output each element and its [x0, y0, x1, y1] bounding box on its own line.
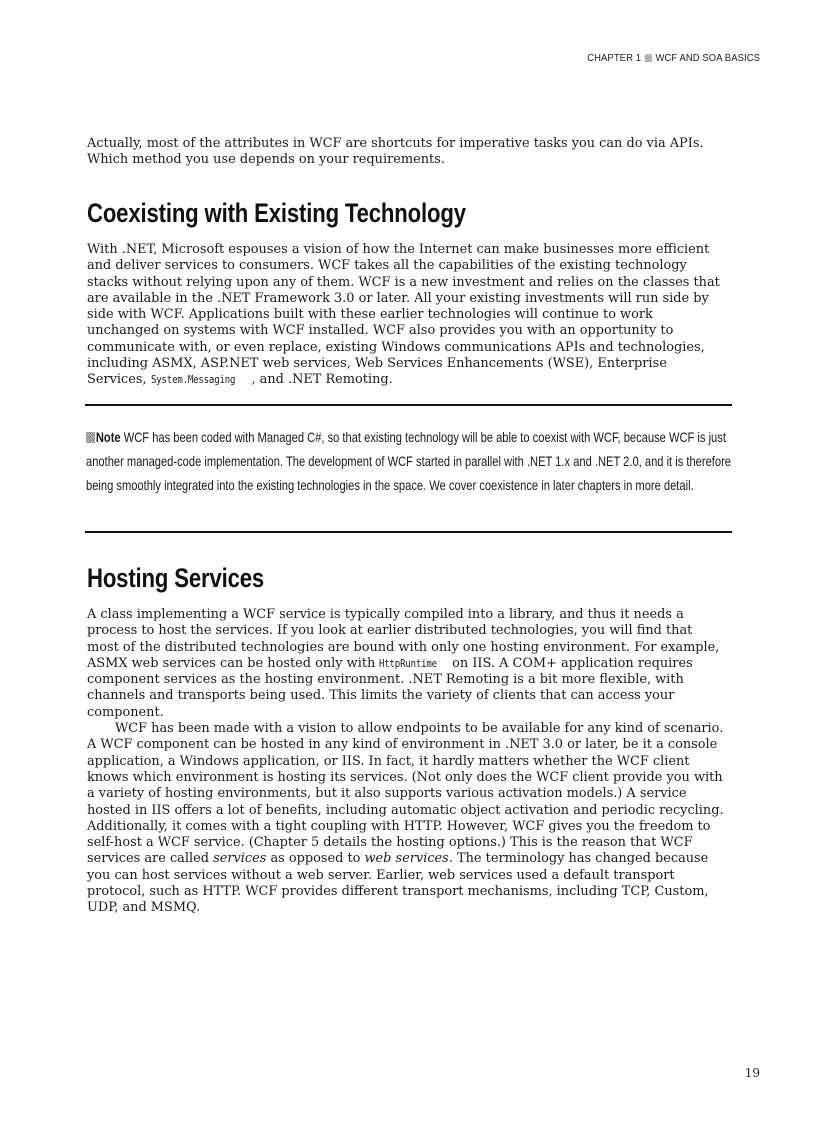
- section-heading-coexisting: Coexisting with Existing Technology: [87, 198, 466, 228]
- intro-paragraph: [87, 136, 727, 169]
- note-text: [86, 426, 734, 498]
- hosting-paragraph-1: A class implementing a WCF service is typically compiled into a library, and thus it needs a process to host the services. If you look at earlier distributed technologies, you will find that most of the distributed technologies are bound with only one hosting environment. For example, ASMX web services can be hosted only with HttpRuntime on IIS. A COM+ application requires component services as the hosting environment. .NET Remoting is a bit more flexible, with channels and transports being used. This limits the variety of clients that can access your component.: [87, 607, 720, 720]
- hosting-paragraphs: [87, 607, 727, 917]
- hosting-paragraph-2: WCF has been made with a vision to allow endpoints to be available for any kind of scenario. A WCF component can be hosted in any kind of environment in .NET 3.0 or later, be it a console application, a Windows application, or IIS. In fact, it hardly matters whether the WCF client knows which environment is hosting its services. (Not only does the WCF client provide you with a variety of hosting environments, but it also supports various activation models.) A service hosted in IIS offers a lot of benefits, including automatic object activation and periodic recycling. Additionally, it comes with a tight coupling with HTTP. However, WCF gives you the freedom to self-host a WCF service. (Chapter 5 details the hosting options.) This is the reason that WCF services are called services as opposed to web services. The terminology has changed because you can host services without a web server. Earlier, web services used a default transport protocol, such as HTTP. WCF provides different transport mechanisms, including TCP, Custom, UDP, and MSMQ.: [87, 721, 724, 916]
- chapter-label: CHAPTER 1: [587, 52, 642, 64]
- gray-box-icon: [645, 54, 652, 62]
- emphasis-services: services: [213, 851, 267, 867]
- note-box: [85, 404, 732, 533]
- section-heading-hosting: Hosting Services: [87, 563, 265, 593]
- running-header: [587, 52, 760, 64]
- code-httpruntime: HttpRuntime: [379, 656, 438, 670]
- chapter-title: WCF AND SOA BASICS: [655, 52, 760, 64]
- code-system-messaging: System.Messaging: [150, 373, 235, 387]
- emphasis-web-services: web services: [364, 851, 449, 867]
- intro-text: Actually, most of the attributes in WCF are shortcuts for imperative tasks you can do via APIs. Which method you use depends on your requirements.: [87, 136, 704, 168]
- coexisting-paragraph: [87, 242, 727, 389]
- note-label: Note: [95, 430, 121, 445]
- coexisting-text: With .NET, Microsoft espouses a vision of how the Internet can make businesses more efficient and deliver services to consumers. WCF takes all the capabilities of the existing technology stacks without relying upon any of them. WCF is a new investment and relies on the classes that are available in the .NET Framework 3.0 or later. All your existing investments will run side by side with WCF. Applications built with these earlier technologies will continue to work unchanged on systems with WCF installed. WCF also provides you with an opportunity to communicate with, or even replace, existing Windows communications APIs and technologies, including ASMX, ASP.NET web services, Web Services Enhancements (WSE), Enterprise Services, System.Messaging , and .NET Remoting.: [87, 242, 720, 388]
- note-icon: [86, 432, 95, 443]
- note-body: WCF has been coded with Managed C#, so that existing technology will be able to coexist with WCF, because WCF is just another managed-code implementation. The development of WCF started in parallel with .NET 1.x and .NET 2.0, and it is therefore being smoothly integrated into the existing technologies in the space. We cover coexistence in later chapters in more detail.: [86, 430, 732, 493]
- page-number: 19: [744, 1066, 760, 1080]
